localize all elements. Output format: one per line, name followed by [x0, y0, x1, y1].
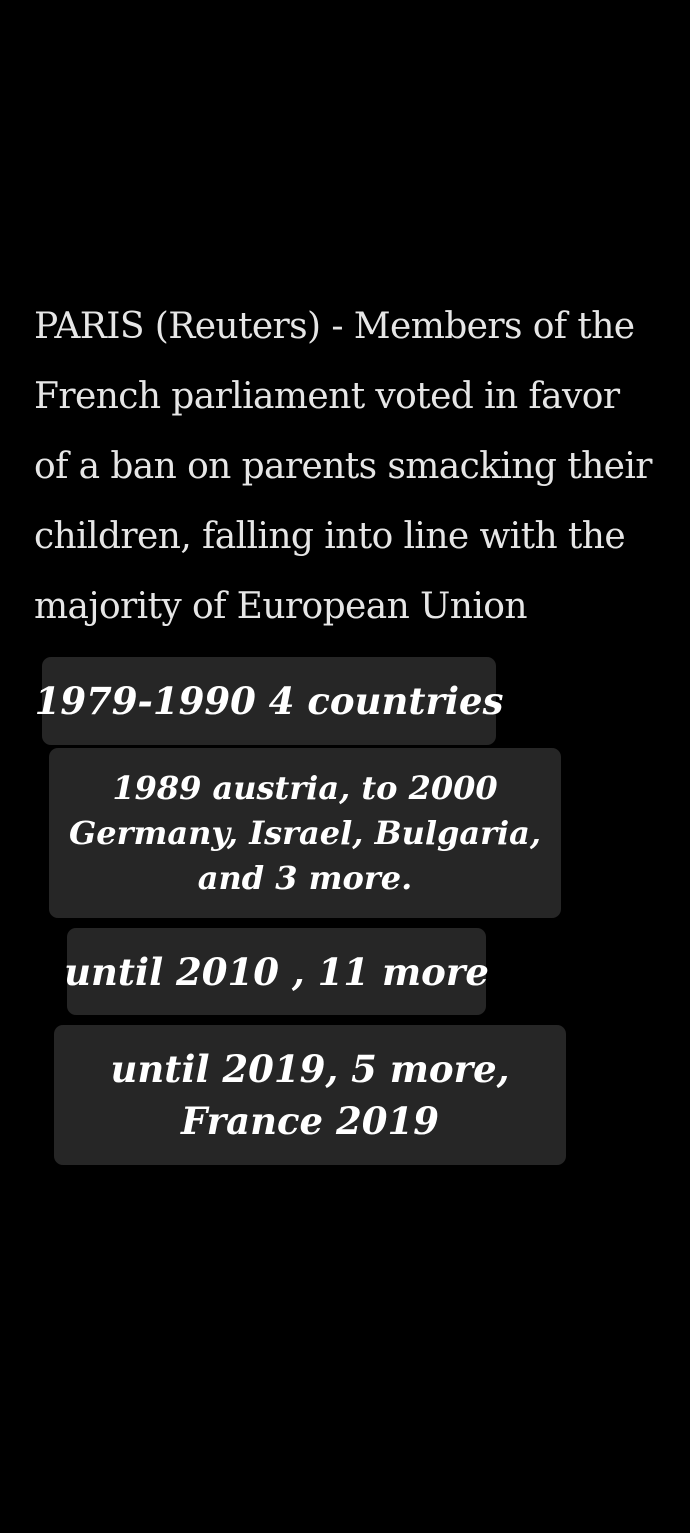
article-line: French parliament voted in favor: [34, 376, 620, 417]
article-line: children, falling into line with the: [34, 516, 626, 557]
article-line: majority of European Union: [34, 586, 527, 627]
caption-text: France 2019: [181, 1099, 439, 1143]
caption-text: Germany, Israel, Bulgaria,: [68, 813, 542, 852]
article-line: of a ban on parents smacking their: [34, 446, 652, 487]
caption-box-1979-1990[interactable]: [34, 657, 504, 745]
caption-text: 1979-1990 4 countries: [34, 679, 504, 723]
caption-box-1989-2000[interactable]: [49, 748, 561, 918]
article-excerpt: [34, 292, 664, 642]
caption-box-until-2010[interactable]: [64, 928, 489, 1015]
article-line: PARIS (Reuters) - Members of the: [34, 306, 635, 347]
caption-text: 1989 austria, to 2000: [112, 768, 498, 807]
caption-box-until-2019[interactable]: [54, 1025, 566, 1165]
caption-text: and 3 more.: [197, 858, 413, 897]
caption-text: until 2019, 5 more,: [110, 1047, 510, 1091]
caption-text: until 2010 , 11 more: [64, 949, 489, 994]
